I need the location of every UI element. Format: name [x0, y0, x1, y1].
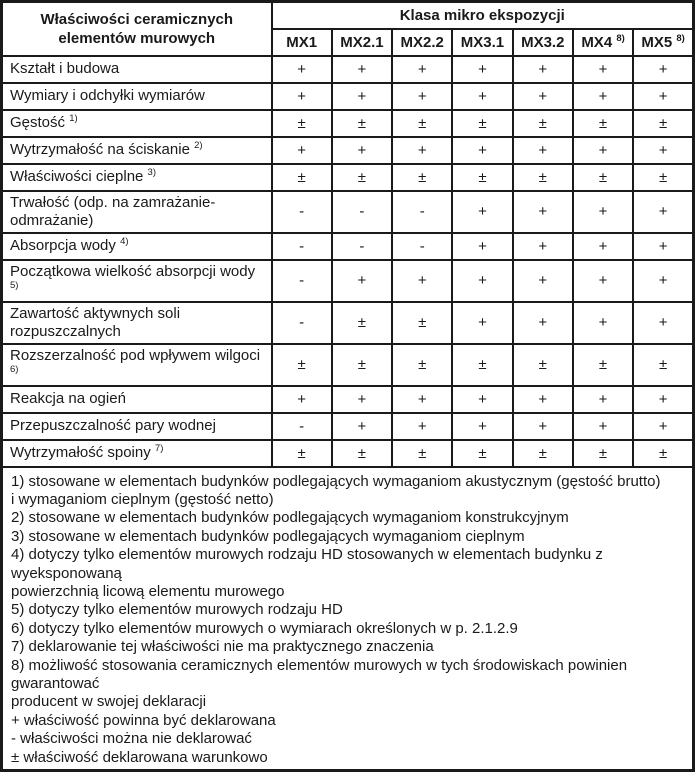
value-cell: ±: [573, 344, 633, 386]
property-label: Absorpcja wody $^{4)}$: [2, 233, 272, 260]
value-cell: +: [392, 56, 452, 83]
property-label: Wytrzymałość na ściskanie $^{2)}$: [2, 137, 272, 164]
value-cell: +: [392, 386, 452, 413]
value-cell: -: [272, 260, 332, 302]
value-cell: +: [392, 260, 452, 302]
value-cell: -: [332, 233, 392, 260]
footnote-line: ± właściwość deklarowana warunkowo: [11, 748, 268, 766]
table-row: [2, 164, 694, 191]
value-cell: -: [332, 191, 392, 233]
property-label: Wymiary i odchyłki wymiarów: [2, 83, 272, 110]
value-cell: ±: [573, 164, 633, 191]
table-row: [2, 440, 694, 467]
value-cell: +: [452, 302, 512, 344]
value-cell: +: [513, 302, 573, 344]
footnote-line: 6) dotyczy tylko elementów murowych o wymiarach określonych w p. 2.1.2.9: [11, 619, 518, 637]
value-cell: +: [452, 191, 512, 233]
value-cell: ±: [513, 110, 573, 137]
value-cell: +: [452, 260, 512, 302]
value-cell: ±: [513, 344, 573, 386]
property-label: Wytrzymałość spoiny $^{7)}$: [2, 440, 272, 467]
value-cell: +: [392, 413, 452, 440]
class-header-mx3-2: MX3.2: [513, 29, 573, 56]
value-cell: ±: [513, 164, 573, 191]
class-header-mx5: MX5 $^{8)}$: [633, 29, 693, 56]
value-cell: ±: [392, 440, 452, 467]
value-cell: ±: [633, 110, 693, 137]
value-cell: -: [272, 191, 332, 233]
value-cell: ±: [513, 440, 573, 467]
property-column-header: Właściwości ceramicznych elementów murowych: [2, 2, 272, 56]
value-cell: ±: [573, 440, 633, 467]
value-cell: -: [392, 233, 452, 260]
value-cell: ±: [272, 440, 332, 467]
value-cell: +: [513, 56, 573, 83]
table-footer: [2, 467, 694, 771]
value-cell: +: [573, 386, 633, 413]
property-label: Rozszerzalność pod wpływem wilgoci $^{6)}$: [2, 344, 272, 386]
value-cell: +: [332, 413, 392, 440]
value-cell: ±: [573, 110, 633, 137]
value-cell: +: [332, 83, 392, 110]
property-label: Kształt i budowa: [2, 56, 272, 83]
table-row: [2, 260, 694, 302]
value-cell: ±: [633, 164, 693, 191]
value-cell: +: [272, 83, 332, 110]
value-cell: ±: [452, 164, 512, 191]
table-header: [2, 2, 694, 56]
property-label: Przepuszczalność pary wodnej: [2, 413, 272, 440]
value-cell: ±: [332, 440, 392, 467]
footnote-line: powierzchnią licową elementu murowego: [11, 582, 285, 600]
property-label: Gęstość $^{1)}$: [2, 110, 272, 137]
footnote-line: i wymaganiom cieplnym (gęstość netto): [11, 490, 274, 508]
value-cell: ±: [272, 164, 332, 191]
value-cell: +: [452, 83, 512, 110]
value-cell: +: [573, 191, 633, 233]
value-cell: +: [633, 233, 693, 260]
value-cell: +: [452, 137, 512, 164]
table-row: [2, 344, 694, 386]
value-cell: ±: [452, 344, 512, 386]
value-cell: +: [633, 260, 693, 302]
value-cell: +: [272, 56, 332, 83]
value-cell: -: [272, 233, 332, 260]
value-cell: +: [452, 233, 512, 260]
value-cell: +: [633, 413, 693, 440]
value-cell: ±: [272, 344, 332, 386]
header-row-group: [2, 2, 694, 29]
value-cell: ±: [332, 302, 392, 344]
table-row: [2, 302, 694, 344]
value-cell: ±: [633, 344, 693, 386]
value-cell: ±: [332, 344, 392, 386]
footnote-marker: 6): [10, 363, 19, 375]
value-cell: +: [633, 191, 693, 233]
value-cell: ±: [633, 440, 693, 467]
property-label: Początkowa wielkość absorpcji wody $^{5)}$: [2, 260, 272, 302]
value-cell: +: [573, 302, 633, 344]
value-cell: ±: [332, 110, 392, 137]
footnote-marker: 3): [147, 167, 156, 178]
value-cell: +: [452, 386, 512, 413]
value-cell: ±: [272, 110, 332, 137]
value-cell: -: [272, 302, 332, 344]
footnote-line: 3) stosowane w elementach budynków podlegających wymaganiom cieplnym: [11, 527, 525, 545]
value-cell: +: [513, 191, 573, 233]
value-cell: ±: [392, 110, 452, 137]
value-cell: +: [513, 386, 573, 413]
value-cell: ±: [332, 164, 392, 191]
value-cell: +: [573, 56, 633, 83]
value-cell: +: [452, 56, 512, 83]
table-row: [2, 386, 694, 413]
value-cell: ±: [392, 344, 452, 386]
value-cell: +: [332, 260, 392, 302]
class-header-mx4: MX4 $^{8)}$: [573, 29, 633, 56]
value-cell: +: [272, 137, 332, 164]
footnote-marker: 8): [676, 32, 685, 44]
table-row: [2, 137, 694, 164]
property-label: Właściwości cieplne $^{3)}$: [2, 164, 272, 191]
value-cell: +: [573, 413, 633, 440]
footnote-line: 1) stosowane w elementach budynków podlegających wymaganiom akustycznym (gęstość brutto): [11, 472, 661, 490]
value-cell: +: [513, 137, 573, 164]
value-cell: +: [573, 260, 633, 302]
class-header-mx3-1: MX3.1: [452, 29, 512, 56]
table-row: [2, 233, 694, 260]
value-cell: +: [513, 83, 573, 110]
class-header-mx2-2: MX2.2: [392, 29, 452, 56]
value-cell: +: [392, 83, 452, 110]
footnote-line: 8) możliwość stosowania ceramicznych elementów murowych w tych środowiskach powinien gwarantować: [11, 656, 628, 692]
value-cell: +: [332, 386, 392, 413]
value-cell: -: [272, 413, 332, 440]
value-cell: -: [392, 191, 452, 233]
table-row: [2, 110, 694, 137]
footnote-line: 2) stosowane w elementach budynków podlegających wymaganiom konstrukcyjnym: [11, 509, 569, 527]
footnote-line: 4) dotyczy tylko elementów murowych rodzaju HD stosowanych w elementach budynku z wyeksponowaną: [11, 546, 603, 582]
footnote-line: 5) dotyczy tylko elementów murowych rodzaju HD: [11, 601, 343, 619]
value-cell: ±: [452, 440, 512, 467]
table-row: [2, 83, 694, 110]
value-cell: +: [633, 386, 693, 413]
value-cell: +: [513, 233, 573, 260]
footnote-marker: 4): [120, 236, 129, 247]
value-cell: ±: [392, 164, 452, 191]
value-cell: +: [633, 137, 693, 164]
footnotes: [2, 467, 694, 771]
value-cell: ±: [392, 302, 452, 344]
footnote-line: 7) deklarowanie tej właściwości nie ma praktycznego znaczenia: [11, 638, 434, 656]
value-cell: +: [633, 302, 693, 344]
value-cell: +: [332, 56, 392, 83]
value-cell: +: [392, 137, 452, 164]
table-body: [2, 56, 694, 467]
property-label: Trwałość (odp. na zamrażanie-odmrażanie): [2, 191, 272, 233]
value-cell: +: [573, 137, 633, 164]
value-cell: ±: [452, 110, 512, 137]
class-header-mx1: MX1: [272, 29, 332, 56]
value-cell: +: [573, 233, 633, 260]
footnote-marker: 5): [10, 279, 19, 291]
value-cell: +: [332, 137, 392, 164]
table-row: [2, 413, 694, 440]
value-cell: +: [513, 413, 573, 440]
footnote-marker: 2): [194, 140, 203, 151]
value-cell: +: [633, 56, 693, 83]
value-cell: +: [573, 83, 633, 110]
footnote-marker: 8): [616, 32, 625, 44]
property-label: Reakcja na ogień: [2, 386, 272, 413]
exposure-class-group-header: Klasa mikro ekspozycji: [272, 2, 694, 29]
value-cell: +: [513, 260, 573, 302]
footnote-line: - właściwości można nie deklarować: [11, 730, 252, 748]
table-row: [2, 56, 694, 83]
class-header-mx2-1: MX2.1: [332, 29, 392, 56]
footnote-marker: 1): [69, 113, 78, 124]
footnote-line: producent w swojej deklaracji: [11, 693, 207, 711]
table-row: [2, 191, 694, 233]
footnote-marker: 7): [154, 443, 164, 454]
footnote-line: + właściwość powinna być deklarowana: [11, 711, 276, 729]
footnote-row: [2, 467, 694, 771]
value-cell: +: [272, 386, 332, 413]
value-cell: +: [452, 413, 512, 440]
property-label: Zawartość aktywnych soli rozpuszczalnych: [2, 302, 272, 344]
value-cell: +: [633, 83, 693, 110]
